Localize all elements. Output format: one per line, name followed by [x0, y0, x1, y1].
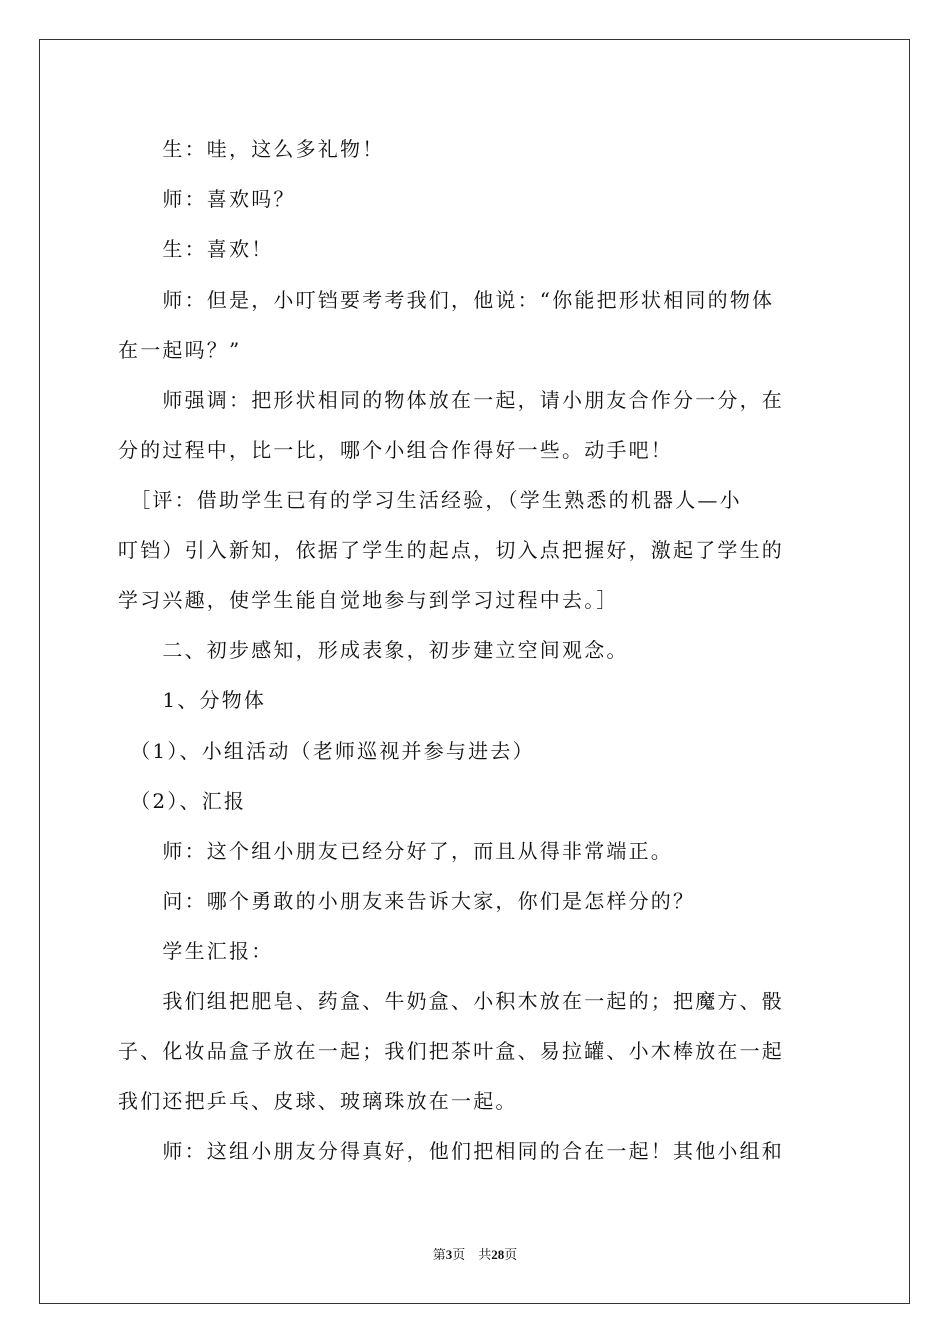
page-mid: 页 共 — [452, 1248, 492, 1263]
paragraph-line: 我们还把乒乓、皮球、玻璃珠放在一起。 — [118, 1089, 518, 1113]
paragraph-line: （2）、汇报 — [118, 789, 247, 813]
paragraph-line: 子、化妆品盒子放在一起；我们把茶叶盒、易拉罐、小木棒放在一起 — [118, 1039, 784, 1063]
paragraph-line: 1、分物体 — [118, 688, 267, 712]
page-prefix: 第 — [432, 1248, 446, 1263]
paragraph-line: 问：哪个勇敢的小朋友来告诉大家，你们是怎样分的？ — [118, 889, 696, 913]
page-suffix: 页 — [504, 1248, 518, 1263]
paragraph-line: 分的过程中，比一比，哪个小组合作得好一些。动手吧！ — [118, 438, 673, 462]
paragraph-line: 生：喜欢！ — [118, 237, 274, 261]
paragraph-line: 学习兴趣，使学生能自觉地参与到学习过程中去。］ — [118, 588, 619, 612]
paragraph-line: 师：这个组小朋友已经分好了，而且从得非常端正。 — [118, 839, 673, 863]
paragraph-line: （1）、小组活动（老师巡视并参与进去） — [118, 739, 535, 763]
paragraph-line: 生：哇，这么多礼物！ — [118, 137, 385, 161]
page-total: 28 — [491, 1247, 505, 1262]
paragraph-line: 师：喜欢吗？ — [118, 187, 296, 211]
page-current: 3 — [445, 1247, 453, 1262]
paragraph-line: 师：但是，小叮铛要考考我们，他说：“你能把形状相同的物体 — [118, 288, 775, 312]
paragraph-line: 师强调：把形状相同的物体放在一起，请小朋友合作分一分，在 — [118, 388, 784, 412]
paragraph-line: 师：这组小朋友分得真好，他们把相同的合在一起！其他小组和 — [118, 1139, 784, 1163]
paragraph-line: 在一起吗？” — [118, 338, 242, 362]
page-footer — [0, 1244, 950, 1263]
paragraph-line: ［评：借助学生已有的学习生活经验，（学生熟悉的机器人—小 — [118, 488, 742, 512]
paragraph-line: 叮铛）引入新知，依据了学生的起点，切入点把握好，激起了学生的 — [118, 538, 784, 562]
paragraph-line: 学生汇报： — [118, 939, 274, 963]
paragraph-line: 我们组把肥皂、药盒、牛奶盒、小积木放在一起的；把魔方、骰 — [118, 989, 784, 1013]
section-heading: 二、初步感知，形成表象，初步建立空间观念。 — [118, 638, 629, 662]
